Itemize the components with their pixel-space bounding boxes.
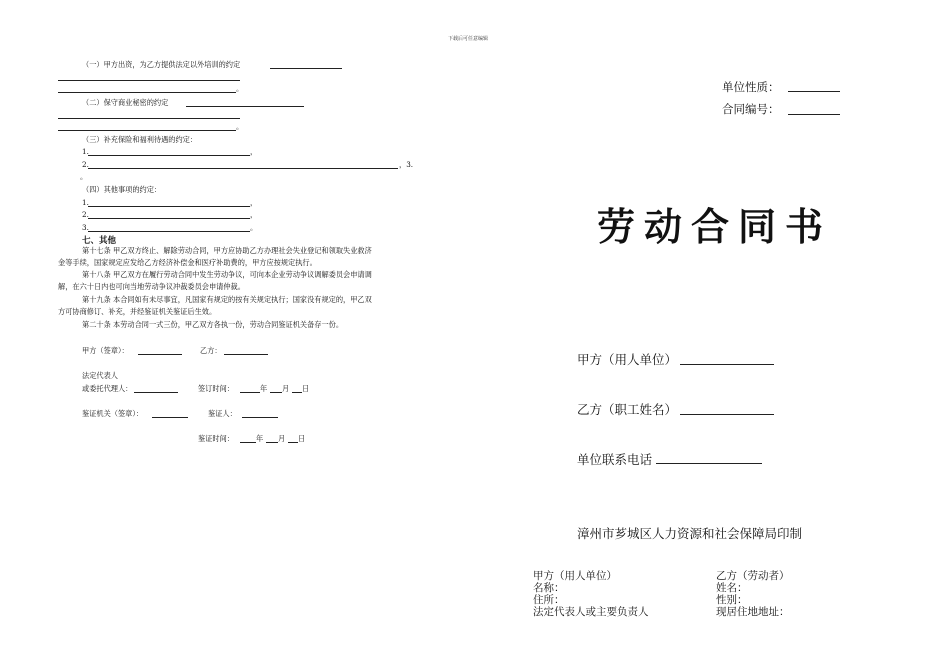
clause1-label: （一）甲方出资，为乙方提供法定以外培训的约定 <box>82 60 241 69</box>
art17-line1: 第十七条 甲乙双方终止、解除劳动合同，甲方应协助乙方办理社会失业登记和领取失业救济 <box>82 246 372 255</box>
clause1-line3 <box>58 92 236 93</box>
unit-nature-label: 单位性质： <box>722 80 780 94</box>
footer-party-a-legal-rep: 法定代表人或主要负责人 <box>533 606 649 618</box>
party-b-blank <box>680 414 774 415</box>
party-b-label: 乙方（职工姓名） <box>577 402 678 417</box>
sign-month: 月 <box>282 384 290 393</box>
verify-year: 年 <box>256 434 264 443</box>
clause1-period: 。 <box>236 84 244 93</box>
art17-line2: 金等手续，国家规定应发给乙方经济补偿金和医疗补助费的，甲方应按规定执行。 <box>58 258 317 267</box>
phone-blank <box>656 463 762 464</box>
agent-blank <box>134 392 178 393</box>
clause3-item2-blank <box>88 168 398 169</box>
header-note: 下载后可任意编辑 <box>448 36 489 42</box>
verify-org: 鉴证机关（签章）： <box>82 409 144 418</box>
unit-nature-blank <box>788 91 840 92</box>
verifier: 鉴证人： <box>208 409 237 418</box>
clause4-item3: 3. <box>82 223 89 232</box>
art19-line2: 方可协商修订、补充，并经鉴证机关鉴证后生效。 <box>58 307 217 316</box>
contract-no-label: 合同编号： <box>722 102 780 116</box>
clause3-item1: 1. <box>82 147 89 156</box>
clause3-item2: 2. <box>82 160 89 169</box>
clause2-period: 。 <box>236 122 244 131</box>
clause2-label: （二）保守商业秘密的约定 <box>82 98 169 107</box>
party-a-label: 甲方（用人单位） <box>577 352 678 367</box>
sign-party-b: 乙方： <box>200 346 222 355</box>
clause3-item1-comma: ， <box>250 147 258 156</box>
footer-party-b-title: 乙方（劳动者） <box>716 570 790 582</box>
sign-year-blank <box>240 392 260 393</box>
footer-party-b-gender: 性别： <box>716 594 748 606</box>
sign-day: 日 <box>302 384 310 393</box>
verify-day: 日 <box>298 434 306 443</box>
sign-party-a: 甲方（签章）： <box>82 346 129 355</box>
art18-line2: 解，在六十日内也可向当地劳动争议冲裁委员会申请仲裁。 <box>58 282 245 291</box>
art18-line1: 第十八条 甲乙双方在履行劳动合同中发生劳动争议，可向本企业劳动争议调解委员会申请调 <box>82 270 372 279</box>
sign-party-a-blank <box>138 354 182 355</box>
verify-year-blank <box>240 442 256 443</box>
footer-party-b-address: 现居住地地址： <box>716 606 790 618</box>
footer-party-a-address: 住所： <box>533 594 565 606</box>
legal-rep: 法定代表人 <box>82 371 118 380</box>
clause2-line2 <box>58 118 240 119</box>
footer-party-b <box>716 570 790 618</box>
footer-party-a-name: 名称： <box>533 582 565 594</box>
clause4-item2-comma: ， <box>250 210 258 219</box>
party-a-blank <box>680 364 774 365</box>
sign-party-b-blank <box>224 354 268 355</box>
printer-line: 漳州市芗城区人力资源和社会保障局印制 <box>577 526 803 541</box>
verify-org-blank <box>152 417 188 418</box>
sign-month-blank <box>270 392 282 393</box>
sign-year: 年 <box>260 384 268 393</box>
agent: 或委托代理人： <box>82 384 133 393</box>
clause4-item2: 2. <box>82 210 89 219</box>
footer-party-a-title: 甲方（用人单位） <box>533 570 617 582</box>
clause3-period: 。 <box>80 172 88 181</box>
art19-line1: 第十九条 本合同如有未尽事宜，凡国家有规定的按有关规定执行；国家没有规定的，甲乙双 <box>82 295 372 304</box>
clause2-blank <box>186 106 304 107</box>
clause4-item1-comma: ， <box>250 198 258 207</box>
clause4-item2-blank <box>88 218 250 219</box>
footer-party-b-name: 姓名： <box>716 582 748 594</box>
document-title: 劳动合同书 <box>597 204 833 249</box>
verify-date-label: 鉴证时间： <box>198 434 234 443</box>
clause4-item1: 1. <box>82 198 89 207</box>
phone-label: 单位联系电话 <box>577 452 653 467</box>
clause2-line3 <box>58 130 236 131</box>
clause4-item1-blank <box>88 206 250 207</box>
sign-day-blank <box>292 392 302 393</box>
clause3-item1-blank <box>88 155 250 156</box>
verify-day-blank <box>288 442 298 443</box>
clause4-label: （四）其他事项的约定： <box>82 185 162 194</box>
contract-no-blank <box>788 114 840 115</box>
art20: 第二十条 本劳动合同一式三份，甲乙双方各执一份，劳动合同鉴证机关备存一份。 <box>82 320 344 329</box>
verify-month-blank <box>266 442 278 443</box>
clause4-item3-blank <box>88 231 250 232</box>
clause1-line2 <box>58 80 240 81</box>
footer-party-a <box>533 570 649 618</box>
clause1-blank <box>270 68 342 69</box>
section7-title: 七、其他 <box>82 236 117 246</box>
sign-date-label: 签订时间： <box>198 384 234 393</box>
clause3-item3-tail: ，3. <box>399 160 414 169</box>
clause3-label: （三）补充保险和福利待遇的约定： <box>82 135 198 144</box>
verify-month: 月 <box>278 434 286 443</box>
clause4-item3-period: 。 <box>250 223 258 232</box>
verifier-blank <box>242 417 278 418</box>
